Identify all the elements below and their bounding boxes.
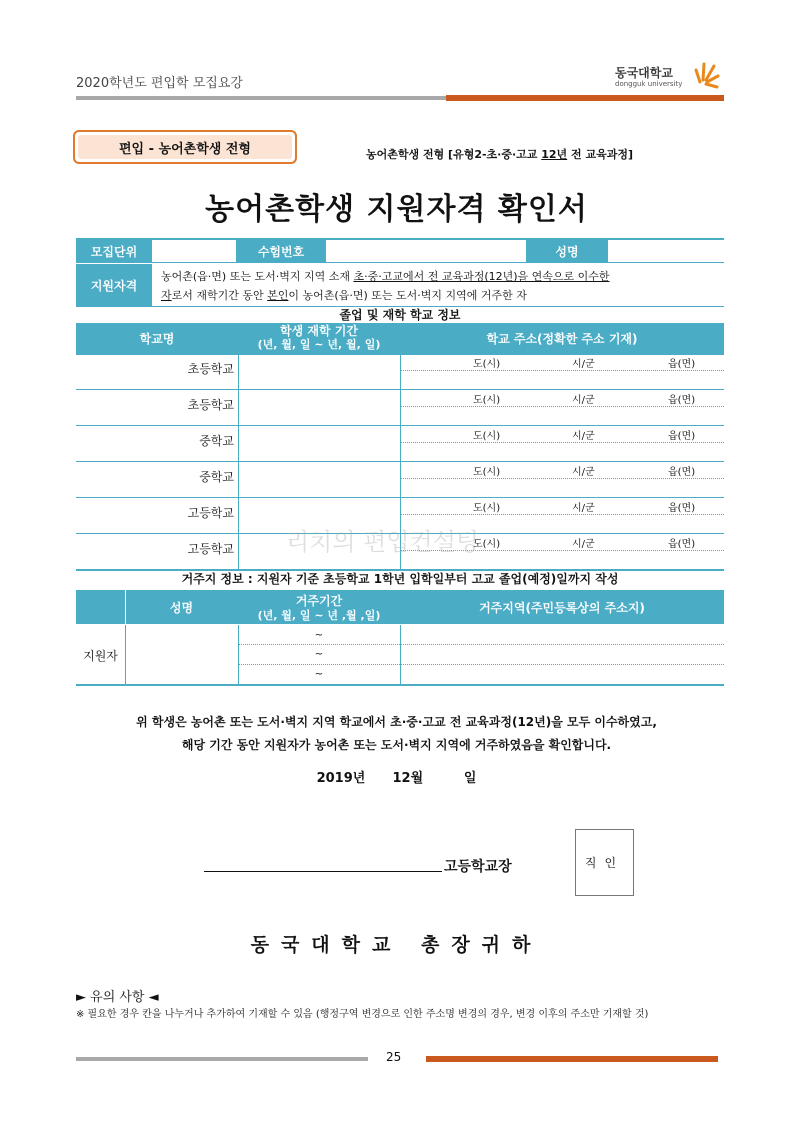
track-badge-label: 편입 - 농어촌학생 전형	[78, 135, 292, 159]
school-name: 중학교	[199, 434, 234, 448]
residence-period-format: (년, 월, 일 ~ 년 ,월 ,일)	[257, 609, 381, 622]
header-rule-orange	[446, 95, 724, 101]
residence-section-caption: 거주지 정보 : 지원자 기준 초등학교 1학년 입학일부터 고교 졸업(예정)일까지 작성	[181, 571, 619, 586]
residence-address-1[interactable]	[400, 626, 724, 644]
residence-name-header: 성명	[169, 600, 194, 615]
school-period-format: (년, 월, 일 ~ 년, 월, 일)	[257, 338, 381, 351]
track-subtitle-years: 12년	[541, 148, 568, 161]
logo-name: 동국대학교	[615, 66, 673, 80]
address-city-label: 시/군	[572, 467, 595, 478]
residence-address-3[interactable]	[400, 665, 724, 683]
exam-number-field[interactable]	[326, 240, 526, 262]
school-period-field[interactable]	[238, 354, 400, 388]
page-number: 25	[386, 1050, 402, 1064]
official-seal-box: 직인	[575, 829, 634, 896]
residence-address-header: 거주지역(주민등록상의 주소지)	[479, 600, 645, 615]
residence-period-3[interactable]: ~	[314, 668, 324, 680]
school-address-field[interactable]	[400, 443, 724, 460]
applicant-row-label: 지원자	[83, 648, 118, 663]
name-label: 성명	[526, 240, 608, 262]
qualification-text	[161, 267, 721, 305]
address-town-label: 읍(면)	[668, 467, 696, 478]
qualification-text-2c: 본인	[267, 289, 289, 302]
address-province-label: 도(시)	[473, 539, 501, 550]
residence-address-2[interactable]	[400, 645, 724, 663]
address-city-label: 시/군	[572, 395, 595, 406]
address-town-label: 읍(면)	[668, 539, 696, 550]
track-subtitle	[366, 146, 633, 162]
address-province-label: 도(시)	[473, 431, 501, 442]
qualification-text-1a: 농어촌(읍·면) 또는 도서·벽지 지역 소재	[161, 270, 354, 283]
school-period-field[interactable]	[238, 426, 400, 460]
address-city-label: 시/군	[572, 539, 595, 550]
school-name: 중학교	[199, 470, 234, 484]
footer-rule-grey	[76, 1057, 368, 1061]
address-city-label: 시/군	[572, 503, 595, 514]
notes-text: ※ 필요한 경우 칸을 나누거나 추가하여 기재할 수 있음 (행정구역 변경으로 인한 주소명 변경의 경우, 변경 이후의 주소만 기재할 것)	[76, 1009, 649, 1020]
school-section-caption: 졸업 및 재학 학교 정보	[339, 307, 461, 322]
address-province-label: 도(시)	[473, 503, 501, 514]
unit-field[interactable]	[152, 240, 236, 262]
address-town-label: 읍(면)	[668, 431, 696, 442]
address-city-label: 시/군	[572, 431, 595, 442]
signature-line[interactable]	[204, 871, 442, 872]
statement-line-2: 해당 기간 동안 지원자가 농어촌 또는 도서·벽지 지역에 거주하였음을 확인합니다.	[181, 738, 612, 752]
qualification-label: 지원자격	[76, 264, 152, 306]
document-title: 농어촌학생 지원자격 확인서	[205, 192, 588, 227]
university-logo	[610, 60, 720, 94]
notes-heading: ► 유의 사항 ◄	[76, 990, 159, 1005]
logo-subtitle: dongguk university	[615, 80, 683, 88]
principal-label: 고등학교장	[444, 859, 512, 875]
school-name: 초등학교	[187, 362, 234, 376]
qualification-text-2b: 로서 재학기간 동안	[171, 289, 268, 302]
residence-period-2[interactable]: ~	[314, 648, 324, 660]
school-name: 고등학교	[187, 542, 234, 556]
school-name: 초등학교	[187, 398, 234, 412]
unit-label: 모집단위	[76, 240, 152, 262]
track-badge	[73, 130, 297, 164]
address-province-label: 도(시)	[473, 395, 501, 406]
address-town-label: 읍(면)	[668, 395, 696, 406]
school-address-header: 학교 주소(정확한 주소 기재)	[486, 331, 638, 346]
name-field[interactable]	[608, 240, 724, 262]
school-period-field[interactable]	[238, 390, 400, 424]
statement-line-1: 위 학생은 농어촌 또는 도서·벽지 지역 학교에서 초·중·고교 전 교육과정(12년)을 모두 이수하였고,	[136, 715, 657, 729]
school-name: 고등학교	[187, 506, 234, 520]
residence-name-field[interactable]	[125, 625, 238, 685]
qualification-text-2a: 자	[161, 289, 172, 302]
school-period-header: 학생 재학 기간	[280, 323, 358, 338]
footer-rule-orange	[426, 1056, 718, 1062]
school-period-field[interactable]	[238, 462, 400, 496]
qualification-text-1b: 초·중·고교에서 전 교육과정(12년)을 연속으로 이수한	[353, 270, 610, 283]
school-name-header: 학교명	[139, 331, 175, 346]
track-subtitle-prefix: 농어촌학생 전형 [유형2-초·중·고교	[366, 148, 542, 161]
exam-number-label: 수험번호	[236, 240, 326, 262]
address-town-label: 읍(면)	[668, 503, 696, 514]
header-title: 2020학년도 편입학 모집요강	[76, 76, 243, 91]
school-address-field[interactable]	[400, 407, 724, 424]
address-province-label: 도(시)	[473, 467, 501, 478]
watermark: 리치의 편입컨설팅	[286, 528, 480, 556]
school-address-field[interactable]	[400, 371, 724, 388]
statement-date: 2019년 12월 일	[316, 771, 477, 786]
residence-period-1[interactable]: ~	[314, 629, 324, 641]
school-address-field[interactable]	[400, 479, 724, 496]
address-town-label: 읍(면)	[668, 359, 696, 370]
residence-period-header: 거주기간	[295, 593, 343, 608]
address-province-label: 도(시)	[473, 359, 501, 370]
header-rule-grey	[76, 96, 446, 100]
logo-burst-icon	[694, 60, 720, 90]
track-subtitle-suffix: 전 교육과정]	[567, 148, 633, 161]
qualification-text-2d: 이 농어촌(읍·면) 또는 도서·벽지 지역에 거주한 자	[288, 289, 527, 302]
addressee: 동국대학교 총장귀하	[250, 934, 543, 956]
address-city-label: 시/군	[572, 359, 595, 370]
